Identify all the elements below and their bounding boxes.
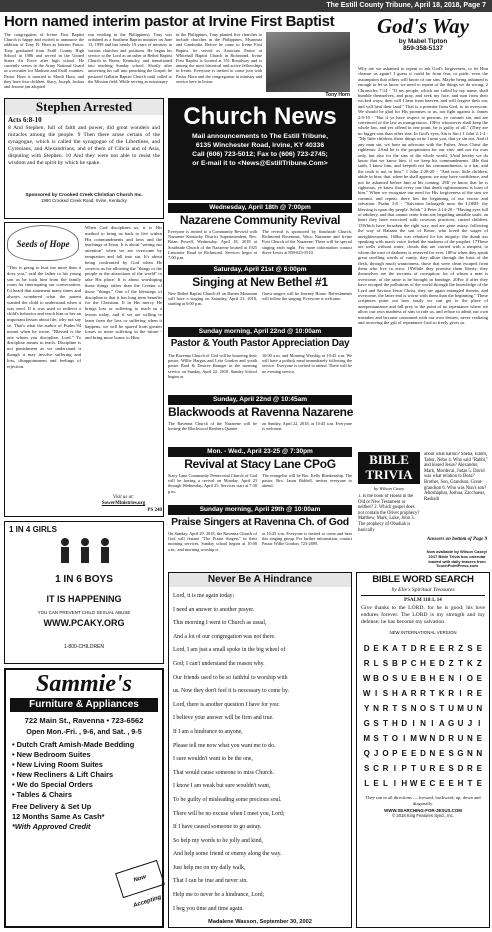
word-search-letter[interactable]: R	[429, 764, 436, 773]
word-search-letter[interactable]: W	[362, 689, 371, 698]
church-news-line2: 6135 Winchester Road, Irvine, KY 40336	[195, 142, 325, 149]
poem-line: Just help me on my daily walk,	[173, 864, 246, 871]
church-news-line1: Mail announcements to The Estill Tribune,	[192, 133, 328, 140]
word-search-letter[interactable]: S	[448, 764, 454, 773]
word-search-letter[interactable]: S	[467, 644, 473, 653]
poem-line: God; I can't understand the reason why.	[173, 660, 265, 667]
sammies-item: • New Bedroom Suites	[12, 750, 91, 759]
word-search-grid	[362, 643, 484, 789]
word-search-letter[interactable]: M	[457, 704, 464, 713]
word-search-letter[interactable]: S	[392, 674, 398, 683]
word-search-letter[interactable]: S	[401, 704, 407, 713]
sammies-item: • New Recliners & Lift Chairs	[12, 770, 114, 779]
word-search-letter[interactable]: G	[448, 719, 455, 728]
event-date: Sunday morning, April 22nd @ 10:00am	[168, 327, 352, 337]
word-search-letter[interactable]: E	[448, 779, 454, 788]
word-search-letter[interactable]: L	[373, 659, 379, 668]
word-search-letter[interactable]: E	[420, 779, 426, 788]
word-search-title: BIBLE WORD SEARCH	[372, 574, 474, 585]
poem-line: Please tell me now what you want me to do.	[173, 742, 276, 749]
word-search-letter[interactable]: S	[382, 689, 389, 698]
seeds-column-1: "This is going to hurt me more than it does you," said the father to his young son as he took him from the family room for interrupting our conversation. I'd heard that statement many times and always wondered what the parent wanted the child to understand when it was used. If it was used to redirect a child's behavior and teach him or her an important lesson about life, why not say so. That's what the author of Psalm 94 meant when he wrote, "Blessed is the one whom you discipline, Lord." To discipline means to teach. Discipline is not punishment as we understand it though it may involve suffering and loss, disappointment and feelings of rejection.	[7, 265, 81, 369]
word-search-letter[interactable]: O	[419, 704, 427, 713]
event-title: Singing at New Bethel #1	[192, 275, 328, 289]
word-search-letter[interactable]: P	[401, 764, 407, 773]
word-search-letter[interactable]: M	[363, 734, 371, 743]
word-search-letter[interactable]: G	[363, 719, 370, 728]
word-search-letter[interactable]: P	[392, 749, 398, 758]
word-search-letter[interactable]: N	[420, 719, 426, 728]
word-search-letter[interactable]: S	[364, 764, 370, 773]
word-search-letter[interactable]: N	[373, 704, 379, 713]
word-search-letter[interactable]: E	[429, 659, 436, 668]
stephen-sponsor: Sponsored by Crooked Creek Christian Church Inc.	[25, 193, 143, 198]
word-search-letter[interactable]: Q	[363, 749, 370, 758]
word-search-letter[interactable]: N	[467, 734, 473, 743]
ad-line-happening: IT IS HAPPENING	[46, 594, 122, 604]
word-search-letter[interactable]: U	[401, 674, 408, 683]
poem-line: If I am a hindrance to anyone,	[173, 728, 243, 735]
event-date: Sunday morning, April 29th @ 10:00am	[168, 505, 352, 515]
trivia-title-1: BIBLE	[369, 452, 409, 467]
word-search-letter[interactable]: R	[448, 734, 455, 743]
trivia-questions-b: about what nation? Sheba, Edom, Tabor, Nebo 4. Who said "Rabbi," and kissed Jesus? Alexander, Mark, Mordecai, Judas 5. David was what relation to Boaz? Brother, Son, Grandson, Great-grandson 6. Who was Nun's son? Jehoshaphat, Joshua, Zacchaeus, Rashadi	[424, 452, 489, 502]
word-search-letter[interactable]: N	[476, 749, 483, 758]
gods-way-title: God's Way	[377, 14, 469, 38]
event-text-b: 10:00 a.m. and Morning Worship at 10:45 a.m. We will have a potluck meal immediately following the service. Everyone is invited to attend. There will be no evening service.	[262, 353, 352, 374]
word-search-letter[interactable]: D	[438, 659, 445, 668]
event-text-a: On Sunday, April 29, 2018, the Ravenna Church of God will feature "The Praise Singers" in their morning services. Sunday school begins at 10:00 a.m., and morning worship is	[168, 531, 257, 552]
word-search-letter[interactable]: R	[420, 689, 426, 698]
word-search-letter[interactable]: E	[410, 674, 417, 683]
seeds-column-2: When God disciplines us, it is His method to bring us back to live within His commandments and laws and the teachings of Jesus. It is about "setting our attention" when we are overcome by temptation and fall into sin. It's about being confronted by God when He corrects us for allowing the "things or the people or the attractions of the world" to take His place. It is about worshiping those things rather than the Creator of those "things." One of the blessings of discipline is that it has long term benefits for the Christian. If in His mercy He brings loss or suffering to teach us a lesson today, and if we are willing to learn from the loss or suffering when it happens, we will be spared from greater losses or more suffering in the future - and bring more honor to Him.	[85, 225, 162, 341]
sammies-credit-note: *With Approved Credit	[12, 822, 91, 831]
story-column-3: in the Philippines, Tony planted five churches to include churches in the Philippines, Myanmar and Cambodia. Before he came to Irvine First Baptist, he served as Associate Pastor at Whitehall Baptist Church in Richmond. Irvine First Baptist is located at 351 Broadway and is among the most historical and active fellowships in Irvine. Everyone is invited to come join with Pastor Horn and the congregation in ministry and service here in Irvine.	[176, 32, 262, 84]
poem-line: Lord, I am just a small spoke in the big wheel of	[173, 647, 286, 654]
sammies-financing: 12 Months Same As Cash*	[12, 812, 105, 821]
stephen-text: 8 And Stephen, full of faith and power, did great wonders and miracles among the people. 9 Then there arose certain of the synagogue, which is called the synagogue of the Libertines, and Cyrenians, and Alexandrians, and of them of Cilicia and of Asia, disputing with Stephen. 10 And they were not able to resist the wisdom and the spirit by which he spake.	[8, 125, 160, 166]
word-search-letter[interactable]: I	[431, 719, 434, 728]
stephen-ref: Acts 6:8-10	[8, 116, 42, 124]
word-search-letter[interactable]: D	[410, 644, 417, 653]
word-search-letter[interactable]: T	[411, 764, 417, 773]
stephen-address: 1980 Crooked Creek Road, Irvine, Kentucky	[41, 198, 127, 203]
poem-line: That would cause someone to miss Church.	[173, 769, 274, 776]
sammies-delivery: Free Delivery & Set Up	[12, 802, 92, 811]
word-search-letter[interactable]: D	[401, 719, 408, 728]
word-search-letter[interactable]: E	[476, 734, 482, 743]
word-search-letter[interactable]: T	[439, 704, 445, 713]
event-text-a: Everyone is invited to a Community Revival with Nazarene Kentucky District Superintendent, Rev. Brian Powell, Wednesday, April 18, 2018 at Southside Church of the Nazarene located at 1925 Lancaster Road in Richmond. Services begin at 7:00 p.m.	[168, 229, 257, 261]
word-search-letter[interactable]: T	[429, 689, 435, 698]
sammies-tagline: Furniture & Appliances	[10, 698, 158, 712]
word-search-letter[interactable]: D	[457, 764, 464, 773]
event-text-a: The Ravenna Church of God will be honoring their pastor, Willie Hargus and Leia Gordon and youth pastor Brad & Desiree Branger in the morning service on Sunday, April 22, 2018. Sunday School begins at	[168, 353, 257, 379]
word-search-letter[interactable]: N	[429, 749, 436, 758]
seeds-site-link[interactable]: SowerMinistries.org	[101, 501, 146, 506]
photo-caption: Tony Horn	[325, 92, 350, 98]
word-search-letter[interactable]: U	[420, 764, 426, 773]
seeds-ps: PS 240	[147, 508, 162, 513]
word-search-letter[interactable]: R	[382, 764, 389, 773]
word-search-letter[interactable]: R	[382, 704, 389, 713]
event-new-bethel-singing	[168, 265, 352, 325]
word-search-letter[interactable]: J	[373, 749, 379, 758]
word-search-letter[interactable]: I	[374, 689, 378, 698]
word-search-letter[interactable]: S	[373, 734, 379, 743]
story-column-2: son residing in the Philippines). Tony was ordained as a Southern Baptist minister on June 13, 1999 and has nearly 19 years of ministry in various churches and positions. He began his service to the Lord as an usher at Bethel Baptist Church in Berea, Kentucky, and transitioned into teaching Sunday school. Shortly after answering his call into preaching the Gospel, he pastored Gallatin Baptist Church until called to the Mission field. While serving as missionary	[88, 32, 172, 84]
word-search-letter[interactable]: C	[373, 764, 379, 773]
word-search-letter[interactable]: R	[363, 659, 370, 668]
event-title: Revival at Stacy Lane CPoG	[184, 457, 336, 471]
word-search-letter[interactable]: W	[409, 779, 418, 788]
poem-line: And help some friend or enemy along the way.	[173, 851, 282, 858]
sammies-item-list	[6, 740, 162, 800]
word-search-letter[interactable]: S	[373, 719, 379, 728]
gods-way-header	[356, 14, 490, 66]
event-stacy-lane-revival	[168, 447, 352, 503]
ad-phone: 1-800-CHILDREN	[63, 644, 104, 650]
event-text-a: Stacy Lane Community Pentecostal Church of God will be having a revival on Monday, April 23 through Wednesday, April 25. Services start at 7:30 p.m.	[168, 473, 257, 494]
event-title: Pastor & Youth Pastor Appreciation Day	[170, 338, 350, 349]
word-search-letter[interactable]: R	[420, 644, 426, 653]
event-text-a: The Ravenna Church of the Nazarene will be hosting the Blackwood Brothers Quartet	[168, 421, 257, 432]
story-column-1: The congregation of Irvine First Baptist Church is happy and excited to announce the addition of Tony B. Horn as Interim Pastor. Tony graduated from Estill County High School in 1986 and served in the United States Air Force after high school. He currently serves in the Army National Guard as a recruiter for Madison and Estill counties. Pastor Horn is married to Mardi Horn, and they have four children, Stacy, Joseph, Joshua and Jerome (an adopted	[4, 32, 84, 90]
word-search-letter[interactable]: Z	[458, 644, 463, 653]
word-search-letter[interactable]: H	[391, 689, 398, 698]
ad-line-girls: 1 IN 4 GIRLS	[9, 525, 58, 534]
word-search-letter[interactable]: Z	[476, 659, 482, 668]
word-search-letter[interactable]: R	[467, 689, 473, 698]
word-search-letter[interactable]: Z	[448, 659, 454, 668]
word-search-box	[356, 572, 490, 928]
word-search-letter[interactable]: T	[383, 734, 388, 743]
word-search-letter[interactable]: R	[448, 644, 455, 653]
poem-line: So help my words to be jolly and kind,	[173, 837, 264, 844]
event-nazarene-revival	[168, 203, 352, 263]
word-search-letter[interactable]: E	[439, 674, 445, 683]
word-search-letter[interactable]: T	[383, 719, 388, 728]
poem-line: Lord, there is another question I have for you:	[173, 701, 280, 708]
tony-horn-photo	[266, 32, 350, 92]
word-search-letter[interactable]: D	[438, 734, 445, 743]
poem-line: us. Now they don't feel it is necessary to come by.	[173, 688, 289, 695]
ad-website-link[interactable]: WWW.PCAKY.ORG	[43, 618, 125, 628]
word-search-ref: PSALM 118:1, 14	[404, 598, 442, 603]
stephen-title: Stephen Arrested	[5, 99, 163, 115]
word-search-letter[interactable]: N	[410, 704, 417, 713]
bible-trivia-logo	[358, 452, 420, 484]
event-title: Nazarene Community Revival	[179, 213, 341, 227]
word-search-letter[interactable]: E	[429, 644, 436, 653]
word-search-letter[interactable]: D	[363, 644, 370, 653]
word-search-letter[interactable]: T	[401, 644, 407, 653]
word-search-byline: by Elie's Spiritual Treasures	[391, 587, 455, 593]
event-text-b: Guest singers will be Journey Home. Refreshments will follow the singing. Everyone is welcome.	[262, 291, 352, 302]
word-search-letter[interactable]: E	[476, 779, 482, 788]
trivia-title-2: TRIVIA	[365, 467, 413, 482]
poem-line: Our friends used to be so faithful to worship with	[173, 674, 288, 681]
sammies-address: 722 Main St., Ravenna • 723-6562	[24, 716, 144, 725]
event-appreciation-day	[168, 327, 352, 393]
word-search-letter[interactable]: U	[457, 719, 464, 728]
poem-line: I sure wouldn't want to be the one,	[173, 756, 253, 763]
word-search-letter[interactable]: L	[364, 779, 370, 788]
church-news-line3: Call (606) 723-5012; Fax to (606) 723-2745;	[192, 151, 328, 158]
poem-line: I know I am weak but sure wouldn't want,	[173, 783, 271, 790]
poem-line: This morning I went to Church as usual,	[173, 620, 267, 627]
poem-line: That I can be true and never sin.	[173, 878, 248, 885]
word-search-letter[interactable]: U	[467, 704, 473, 713]
word-search-letter[interactable]: E	[476, 674, 482, 683]
poem-line: I need an answer to another prayer.	[173, 606, 255, 613]
word-search-letter[interactable]: I	[393, 764, 396, 773]
word-search-letter[interactable]: E	[476, 689, 482, 698]
poem-line: I beg you time and time again.	[173, 905, 244, 912]
word-search-letter[interactable]: U	[448, 704, 455, 713]
sammies-item: • We do Special Orders	[12, 780, 93, 789]
church-news-header	[168, 98, 352, 200]
word-search-letter[interactable]: N	[476, 704, 483, 713]
ad-line-boys: 1 IN 6 BOYS	[55, 574, 113, 585]
word-search-letter[interactable]: B	[373, 674, 379, 683]
word-search-copyright: © 2018 King Features Synd., Inc.	[392, 813, 454, 819]
church-news-title: Church News	[183, 103, 337, 130]
word-search-letter[interactable]: W	[362, 674, 371, 683]
word-search-letter[interactable]: A	[391, 644, 398, 653]
word-search-letter[interactable]: I	[478, 719, 481, 728]
sammies-item: • Tables & Chairs	[12, 790, 72, 799]
word-search-verse: Give thanks to the LORD, for he is good; his love endures forever. The LORD is my strength and my defense; he has become my salvation.	[361, 605, 485, 625]
sammies-name: Sammie's	[35, 671, 132, 697]
word-search-letter[interactable]: P	[401, 659, 407, 668]
event-title: Praise Singers at Ravenna Ch. of God	[171, 516, 349, 528]
headline: Horn named interim pastor at Irvine First Baptist	[4, 13, 335, 30]
word-search-letter[interactable]: H	[391, 719, 398, 728]
word-search-letter[interactable]: H	[457, 779, 464, 788]
event-title: Blackwoods at Ravenna Nazarene	[168, 405, 354, 419]
children-silhouettes-icon	[55, 536, 115, 570]
seeds-of-hope-logo: Seeds of Hope	[7, 225, 79, 261]
poem-author: Madalene Wasson, September 30, 2002	[208, 919, 312, 926]
poem-box	[168, 572, 352, 928]
word-search-letter[interactable]: H	[420, 659, 426, 668]
poem-line: Help me to never be a hindrance, Lord;	[173, 892, 265, 899]
word-search-letter[interactable]: T	[467, 779, 473, 788]
word-search-letter[interactable]: A	[438, 719, 445, 728]
word-search-letter[interactable]: L	[383, 779, 388, 788]
poem-line: There will be no excuse when I meet you, Lord;	[173, 810, 285, 817]
word-search-letter[interactable]: N	[467, 749, 473, 758]
word-search-letter[interactable]: S	[382, 659, 389, 668]
event-blackwoods	[168, 395, 352, 445]
word-search-letter[interactable]: E	[439, 779, 445, 788]
gods-way-text: Why are we ashamed to repent to ask God's forgiveness, to let Him cleanse us again? I guess it could be from fear, or pride, even the assumption that others will know of our sins. Maybe being ashamed is enough to let us know we need to repent of the things we do wrong. 2 Chronicles 7:14 - "If my people, which are called by my name, shall humble themselves, and pray, and seek my face, and turn from their wicked ways; then will I hear from heaven, and will forgive their sin, and will heal their land." That is a promise from God, to us everyone. We should be glad for His promises to us, not fight against it. James 2:9-10 - "But if ye have respect to persons, ye commit sin, and are convinced of the law as transgressors. 10For whosoever shall keep the whole law, and yet offend in one point, he is guilty of all." (They are no bigger sins than other sins. In God's eyes, Sin is Sin.) 1 John 2:1-4 - "My little children, these things write I unto you, that ye sin not. And if any man sin, we have an advocate with the Father, Jesus Christ the righteous: 2And he is the propitiation for our sins: and not for ours only, but also for the sins of the whole world. 3And hereby we do know that we know him, if we keep his commandments. 4He that saith, I know him, and keepeth not his commandments, is a liar, and the truth is not in him." 1 John 2:28-29 - "And now, little children, abide in him; that, when he shall appear, we may have confidence, and not be ashamed before him at his coming. 29If ye know that he is righteous, ye know that every one that doeth righteousness is born of him." When we recognize our need for His forgiveness of the sins we commit, and repent, there lies the beginning of our rescue and salvation. Psalm 3:8 - "Salvation belongeth unto the LORD: thy blessing is upon thy people. Selah." 2 Peter 2:14-20 - "Having eyes full of adultery, and that cannot cease from sin; beguiling unstable souls: an heart they have exercised with covetous practices; cursed children: 15Which have forsaken the right way, and are gone astray, following the way of Balaam the son of Bosor, who loved the wages of unrighteousness; 16But was rebuked for his iniquity: the dumb ass speaking with man's voice forbad the madness of the prophet. 17These are wells without water, clouds that are carried with a tempest; to whom the mist of darkness is reserved for ever. 18For when they speak great swelling words of vanity, they allure through the lusts of the flesh, through much wantonness, those that were clean escaped from them who live in error. 19While they promise them liberty, they themselves are the servants of corruption: for of whom a man is overcome, of the same is he brought in bondage. 20For if after they have escaped the pollutions of the world through the knowledge of the Lord and Saviour Jesus Christ, they are again entangled therein, and overcome, the latter end is worse with them than the beginning." These scriptures point out how easily we can get to the place of unrepentantance and fall prey to the point of no repentance where we allow our own madness of sins to rule us, and refuse to admit our own mistakes and become consumed with our own desires, never realizing and receiving the gift of repentance God so freely gives us.	[358, 66, 488, 326]
word-search-letter[interactable]: R	[448, 689, 455, 698]
word-search-letter[interactable]: E	[476, 764, 482, 773]
event-text-b: The evangelist will be Bro. Kelly Blankenship. The pastor, Bro. Jason Riddell, invites everyone to attend.	[262, 473, 352, 489]
sammies-ad	[4, 668, 164, 928]
stephen-box	[4, 98, 164, 219]
poem-line: To be guilty of misleading some precious soul.	[173, 796, 282, 803]
gods-way-phone: 859-358-5137	[403, 45, 443, 52]
word-search-letter[interactable]: H	[429, 674, 436, 683]
church-news-line4: or E-mail it to <News@EstillTribune.Com>	[192, 160, 328, 167]
gods-way-byline: by Mabel Tipton	[398, 38, 448, 45]
word-search-letter[interactable]: M	[410, 734, 417, 743]
word-search-letter[interactable]: B	[391, 659, 398, 668]
word-search-letter[interactable]: E	[476, 644, 482, 653]
word-search-letter[interactable]: Y	[364, 704, 370, 713]
event-date: Saturday, April 21st @ 6:00pm	[168, 265, 352, 275]
word-search-letter[interactable]: K	[467, 659, 473, 668]
word-search-instructions: They run in all directions — forward, backward, up, down and diagonally.	[365, 795, 481, 806]
event-text-b: at 10:45 a.m. Everyone is invited to come and hear this singing group. For further information, contact Pastor Willie Gordon, 723-2809.	[262, 531, 352, 547]
masthead-bar: The Estill County Tribune, April 18, 2018, Page 7	[0, 0, 492, 12]
ad-line-prevent: YOU CAN PREVENT CHILD SEXUAL ABUSE	[37, 610, 131, 615]
word-search-letter[interactable]: K	[438, 689, 445, 698]
word-search-letter[interactable]: E	[401, 749, 407, 758]
word-search-letter[interactable]: C	[410, 659, 417, 668]
sammies-hours: Open Mon.-Fri. , 9-6, and Sat. , 9-5	[26, 727, 142, 736]
word-search-letter[interactable]: B	[420, 674, 426, 683]
event-praise-singers	[168, 505, 352, 569]
event-date: Wednesday, April 18th @ 7:00pm	[168, 203, 352, 213]
trivia-questions-a: 1. Is the book of Hosea in the Old or New Testament or neither? 2. Which gospel does not contain the Olivet prophecy? Matthew, Mark, Luke, John 3. The prophecy of Obadiah is basically	[358, 494, 420, 533]
word-search-letter[interactable]: G	[457, 749, 464, 758]
now-accepting-badge: Now Accepting	[115, 860, 165, 898]
word-search-letter[interactable]: I	[459, 674, 462, 683]
poem-line: If I have caused someone to go astray.	[173, 824, 262, 831]
word-search-letter[interactable]: I	[403, 734, 406, 743]
abuse-prevention-ad	[4, 521, 164, 664]
event-text-b: The revival is sponsored by Southside Church, Richmond Rosemont, Waco Nazarene and Irvine First Church of the Nazarene. There will be special singing each night. For more information contact Steve Lewis at 859-623-5510.	[262, 229, 352, 255]
trivia-byline: by Wilson Casey	[373, 486, 405, 491]
word-search-letter[interactable]: O	[382, 749, 389, 758]
word-search-letter[interactable]: D	[420, 749, 426, 758]
trivia-answers-note: Answers on bottom of Page 9	[426, 537, 488, 542]
sammies-item: • New Living Room Suites	[12, 760, 103, 769]
word-search-letter[interactable]: E	[439, 764, 445, 773]
word-search-letter[interactable]: W	[419, 734, 427, 743]
word-search-letter[interactable]: U	[457, 734, 464, 743]
event-text-b: on Sunday, April 22, 2018, at 10:45 a.m. Everyone is welcome.	[262, 421, 352, 432]
word-search-letter[interactable]: H	[401, 779, 408, 788]
word-search-letter[interactable]: N	[448, 674, 455, 683]
poem-line: Lord, it is me again today;	[173, 593, 235, 599]
word-search-letter[interactable]: S	[429, 704, 436, 713]
word-search-letter[interactable]: T	[392, 704, 398, 713]
word-search-letter[interactable]: O	[382, 674, 389, 683]
word-search-letter[interactable]: E	[410, 749, 417, 758]
word-search-letter[interactable]: R	[410, 689, 417, 698]
word-search-letter[interactable]: S	[448, 749, 454, 758]
word-search-letter[interactable]: E	[439, 644, 445, 653]
trivia-promo: Now available by Wilson Casey! 2017 Bible Trivia box calendar loaded with daily teasers from TouchPointPress.com	[426, 550, 488, 568]
word-search-letter[interactable]: O	[466, 674, 474, 683]
poem-line: And a lot of our congregation was not there.	[173, 633, 276, 640]
word-search-letter[interactable]: E	[373, 779, 379, 788]
word-search-letter[interactable]: R	[467, 764, 473, 773]
word-search-version: NEW INTERNATIONAL VERSION	[389, 630, 457, 635]
word-search-letter[interactable]: E	[439, 749, 445, 758]
word-search-letter[interactable]: A	[401, 689, 408, 698]
event-date: Sunday, April 22nd @ 10:45am	[168, 395, 352, 405]
seeds-of-hope-box	[4, 222, 164, 517]
word-search-letter[interactable]: I	[459, 689, 462, 698]
word-search-letter[interactable]: K	[382, 644, 389, 653]
seeds-visit: Visit us at:	[112, 495, 135, 500]
word-search-letter[interactable]: J	[467, 719, 473, 728]
poem-line: I believe your answer will be firm and true.	[173, 715, 274, 722]
word-search-letter[interactable]: E	[373, 644, 379, 653]
word-search-letter[interactable]: N	[429, 734, 436, 743]
word-search-letter[interactable]: T	[458, 659, 463, 668]
event-text-a: New Bethel Baptist Church #1 on Barnes Mountain will have a singing on Saturday, April 21, 2018, starting at 6:00 p.m.	[168, 291, 257, 307]
event-date: Mon. - Wed., April 23-25 @ 7:30pm	[168, 447, 352, 457]
word-search-letter[interactable]: I	[393, 779, 396, 788]
word-search-letter[interactable]: O	[391, 734, 398, 743]
sammies-item: • Dutch Craft Amish-Made Bedding	[12, 740, 135, 749]
poem-lines	[169, 587, 351, 919]
poem-title: Never Be A Hindrance	[169, 573, 351, 587]
word-search-letter[interactable]: C	[429, 779, 436, 788]
word-search-site-link[interactable]: WWW.SEARCHING-FOR-JESUS.COM	[384, 808, 462, 814]
word-search-letter[interactable]: I	[412, 719, 415, 728]
